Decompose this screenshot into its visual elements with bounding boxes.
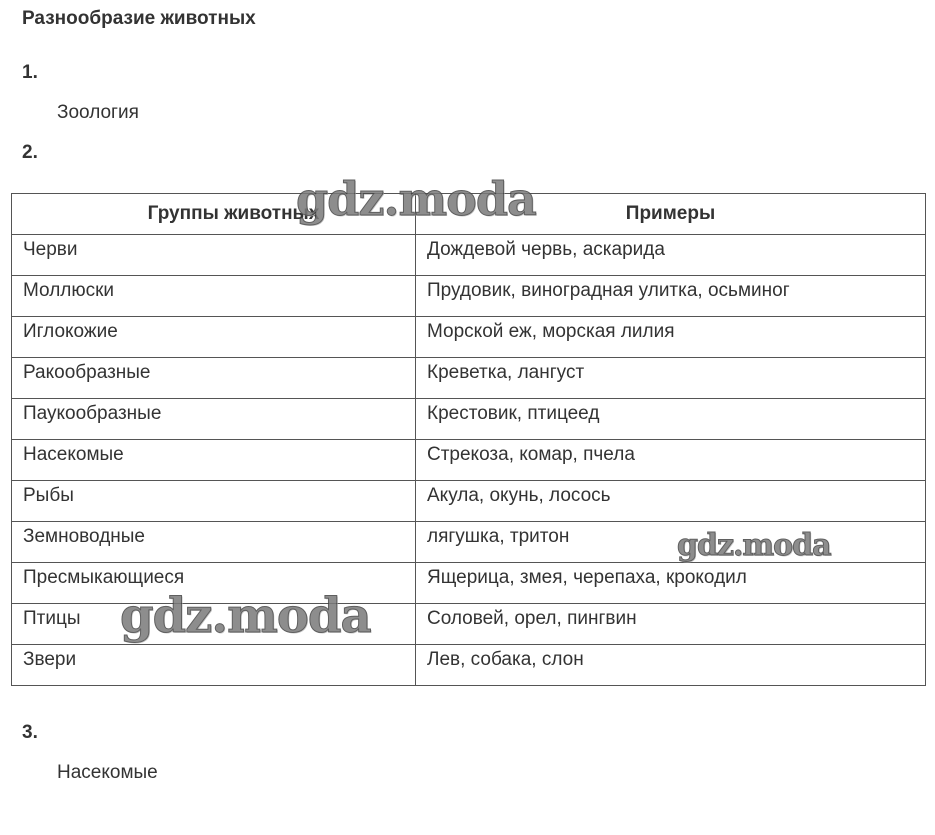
question-3-number: 3. xyxy=(22,722,38,743)
group-cell: Иглокожие xyxy=(12,317,416,358)
animals-table xyxy=(11,193,926,686)
examples-cell: Лев, собака, слон xyxy=(416,645,926,686)
table-row xyxy=(12,235,926,276)
table-body xyxy=(12,235,926,686)
table-row xyxy=(12,276,926,317)
group-cell: Рыбы xyxy=(12,481,416,522)
table-row xyxy=(12,481,926,522)
question-3-answer: Насекомые xyxy=(57,762,158,783)
animals-table-wrapper xyxy=(11,193,926,686)
group-cell: Ракообразные xyxy=(12,358,416,399)
examples-cell: Крестовик, птицеед xyxy=(416,399,926,440)
question-1-number: 1. xyxy=(22,62,38,83)
question-2-number: 2. xyxy=(22,142,38,163)
table-row xyxy=(12,440,926,481)
examples-cell: Морской еж, морская лилия xyxy=(416,317,926,358)
group-cell: Паукообразные xyxy=(12,399,416,440)
group-cell: Птицы xyxy=(12,604,416,645)
group-cell: Земноводные xyxy=(12,522,416,563)
group-cell: Пресмыкающиеся xyxy=(12,563,416,604)
table-row xyxy=(12,399,926,440)
examples-cell: лягушка, тритон xyxy=(416,522,926,563)
group-cell: Звери xyxy=(12,645,416,686)
header-groups: Группы животных xyxy=(12,194,416,235)
table-row xyxy=(12,317,926,358)
page-title: Разнообразие животных xyxy=(22,8,256,29)
examples-cell: Креветка, лангуст xyxy=(416,358,926,399)
table-row xyxy=(12,645,926,686)
table-row xyxy=(12,604,926,645)
question-1-answer: Зоология xyxy=(57,102,139,123)
group-cell-link[interactable]: Насекомые xyxy=(12,440,416,481)
table-header-row xyxy=(12,194,926,235)
watermark-logo: gdz.moda xyxy=(296,172,536,226)
table-row xyxy=(12,358,926,399)
header-examples: Примеры xyxy=(416,194,926,235)
examples-cell: Стрекоза, комар, пчела xyxy=(416,440,926,481)
examples-cell: Ящерица, змея, черепаха, крокодил xyxy=(416,563,926,604)
watermark-logo: gdz.moda xyxy=(677,528,831,563)
examples-cell: Дождевой червь, аскарида xyxy=(416,235,926,276)
examples-cell: Прудовик, виноградная улитка, осьминог xyxy=(416,276,926,317)
table-row xyxy=(12,563,926,604)
examples-cell: Соловей, орел, пингвин xyxy=(416,604,926,645)
group-cell: Черви xyxy=(12,235,416,276)
table-row xyxy=(12,522,926,563)
group-cell: Моллюски xyxy=(12,276,416,317)
examples-cell: Акула, окунь, лосось xyxy=(416,481,926,522)
watermark-logo: gdz.moda xyxy=(120,588,371,644)
